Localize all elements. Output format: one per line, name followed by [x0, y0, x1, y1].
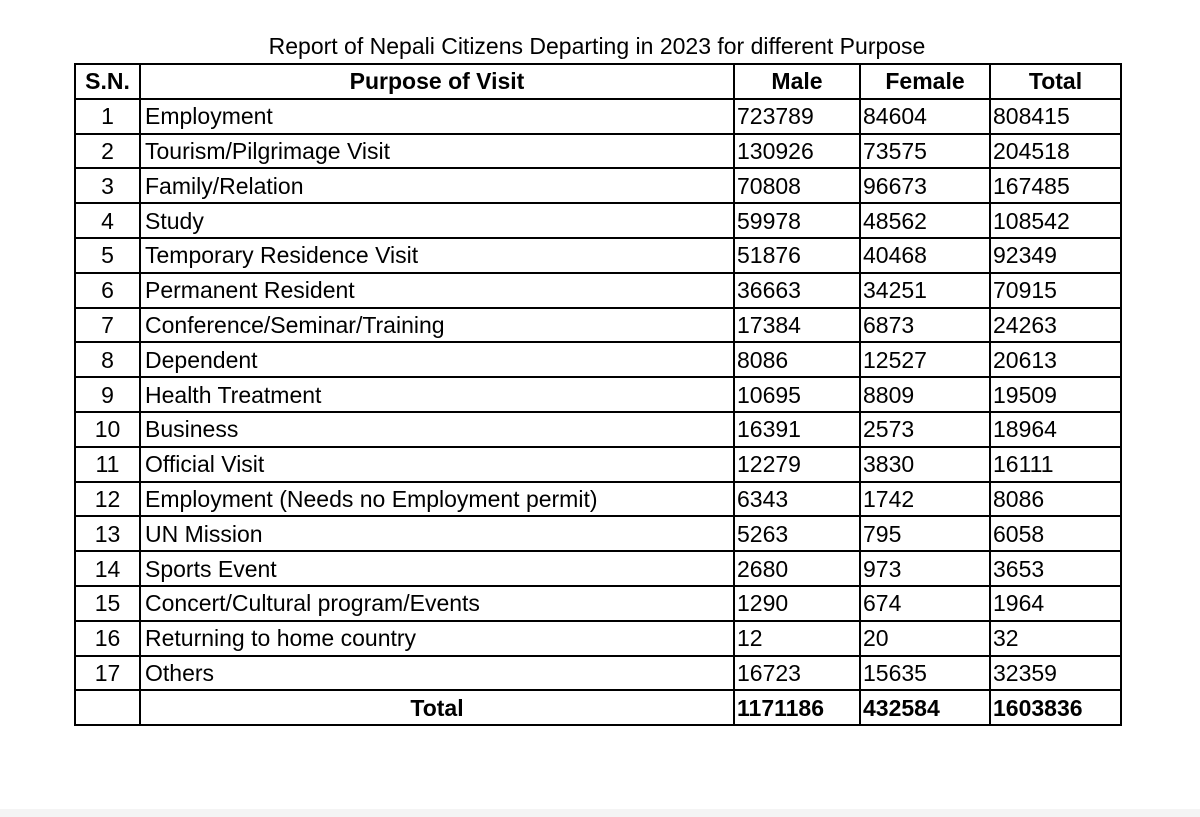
table-row: [75, 551, 1121, 586]
total-row: [75, 690, 1121, 725]
cell-purpose: Study: [140, 203, 734, 238]
cell-male: 59978: [734, 203, 860, 238]
cell-total: 16111: [990, 447, 1121, 482]
total-label: Total: [140, 690, 734, 725]
cell-total: 19509: [990, 377, 1121, 412]
cell-male: 12: [734, 621, 860, 656]
cell-sn: 8: [75, 342, 140, 377]
table-row: [75, 516, 1121, 551]
total-female: 432584: [860, 690, 990, 725]
cell-purpose: Business: [140, 412, 734, 447]
cell-sn: 14: [75, 551, 140, 586]
cell-purpose: Tourism/Pilgrimage Visit: [140, 134, 734, 169]
table-row: [75, 377, 1121, 412]
table-row: [75, 134, 1121, 169]
table-row: [75, 586, 1121, 621]
table-row: [75, 412, 1121, 447]
cell-female: 48562: [860, 203, 990, 238]
cell-male: 36663: [734, 273, 860, 308]
cell-male: 12279: [734, 447, 860, 482]
table-row: [75, 99, 1121, 134]
cell-female: 15635: [860, 656, 990, 691]
cell-total: 32359: [990, 656, 1121, 691]
cell-sn: 11: [75, 447, 140, 482]
cell-male: 130926: [734, 134, 860, 169]
cell-sn: 9: [75, 377, 140, 412]
cell-female: 674: [860, 586, 990, 621]
cell-purpose: Dependent: [140, 342, 734, 377]
cell-sn: 17: [75, 656, 140, 691]
table-row: [75, 621, 1121, 656]
cell-sn: 10: [75, 412, 140, 447]
cell-male: 1290: [734, 586, 860, 621]
cell-total: 24263: [990, 308, 1121, 343]
table-row: [75, 238, 1121, 273]
table-row: [75, 482, 1121, 517]
cell-sn: 7: [75, 308, 140, 343]
header-row: [75, 64, 1121, 99]
table-row: [75, 273, 1121, 308]
cell-purpose: Returning to home country: [140, 621, 734, 656]
cell-purpose: Permanent Resident: [140, 273, 734, 308]
cell-sn: 2: [75, 134, 140, 169]
header-male: Male: [734, 64, 860, 99]
cell-total: 32: [990, 621, 1121, 656]
cell-male: 5263: [734, 516, 860, 551]
total-sn: [75, 690, 140, 725]
cell-male: 723789: [734, 99, 860, 134]
cell-purpose: Official Visit: [140, 447, 734, 482]
cell-purpose: Health Treatment: [140, 377, 734, 412]
cell-female: 973: [860, 551, 990, 586]
cell-male: 51876: [734, 238, 860, 273]
cell-sn: 1: [75, 99, 140, 134]
cell-female: 20: [860, 621, 990, 656]
cell-female: 1742: [860, 482, 990, 517]
cell-sn: 4: [75, 203, 140, 238]
cell-male: 8086: [734, 342, 860, 377]
cell-male: 2680: [734, 551, 860, 586]
cell-female: 84604: [860, 99, 990, 134]
cell-purpose: Employment (Needs no Employment permit): [140, 482, 734, 517]
cell-total: 204518: [990, 134, 1121, 169]
cell-sn: 3: [75, 168, 140, 203]
cell-female: 96673: [860, 168, 990, 203]
table-row: [75, 308, 1121, 343]
cell-female: 40468: [860, 238, 990, 273]
table-row: [75, 168, 1121, 203]
cell-male: 70808: [734, 168, 860, 203]
table-row: [75, 447, 1121, 482]
cell-sn: 16: [75, 621, 140, 656]
cell-male: 6343: [734, 482, 860, 517]
cell-purpose: Conference/Seminar/Training: [140, 308, 734, 343]
cell-female: 3830: [860, 447, 990, 482]
header-total: Total: [990, 64, 1121, 99]
cell-total: 1964: [990, 586, 1121, 621]
header-female: Female: [860, 64, 990, 99]
cell-female: 795: [860, 516, 990, 551]
cell-female: 2573: [860, 412, 990, 447]
cell-purpose: Family/Relation: [140, 168, 734, 203]
total-total: 1603836: [990, 690, 1121, 725]
cell-total: 3653: [990, 551, 1121, 586]
cell-sn: 6: [75, 273, 140, 308]
cell-female: 6873: [860, 308, 990, 343]
cell-total: 70915: [990, 273, 1121, 308]
cell-female: 12527: [860, 342, 990, 377]
cell-purpose: Temporary Residence Visit: [140, 238, 734, 273]
cell-total: 6058: [990, 516, 1121, 551]
cell-sn: 12: [75, 482, 140, 517]
cell-total: 8086: [990, 482, 1121, 517]
cell-total: 808415: [990, 99, 1121, 134]
cell-sn: 13: [75, 516, 140, 551]
departures-table: [74, 63, 1122, 726]
cell-female: 73575: [860, 134, 990, 169]
total-male: 1171186: [734, 690, 860, 725]
cell-purpose: UN Mission: [140, 516, 734, 551]
cell-purpose: Concert/Cultural program/Events: [140, 586, 734, 621]
header-purpose: Purpose of Visit: [140, 64, 734, 99]
cell-total: 18964: [990, 412, 1121, 447]
report-title: Report of Nepali Citizens Departing in 2023 for different Purpose: [268, 33, 926, 59]
cell-sn: 5: [75, 238, 140, 273]
bottom-edge: [0, 809, 1200, 817]
table-row: [75, 656, 1121, 691]
cell-total: 92349: [990, 238, 1121, 273]
table-row: [75, 342, 1121, 377]
cell-purpose: Others: [140, 656, 734, 691]
cell-total: 108542: [990, 203, 1121, 238]
header-sn: S.N.: [75, 64, 140, 99]
cell-male: 17384: [734, 308, 860, 343]
cell-female: 34251: [860, 273, 990, 308]
cell-sn: 15: [75, 586, 140, 621]
cell-male: 10695: [734, 377, 860, 412]
cell-total: 20613: [990, 342, 1121, 377]
table-row: [75, 203, 1121, 238]
cell-purpose: Sports Event: [140, 551, 734, 586]
cell-total: 167485: [990, 168, 1121, 203]
cell-male: 16391: [734, 412, 860, 447]
cell-female: 8809: [860, 377, 990, 412]
cell-purpose: Employment: [140, 99, 734, 134]
cell-male: 16723: [734, 656, 860, 691]
